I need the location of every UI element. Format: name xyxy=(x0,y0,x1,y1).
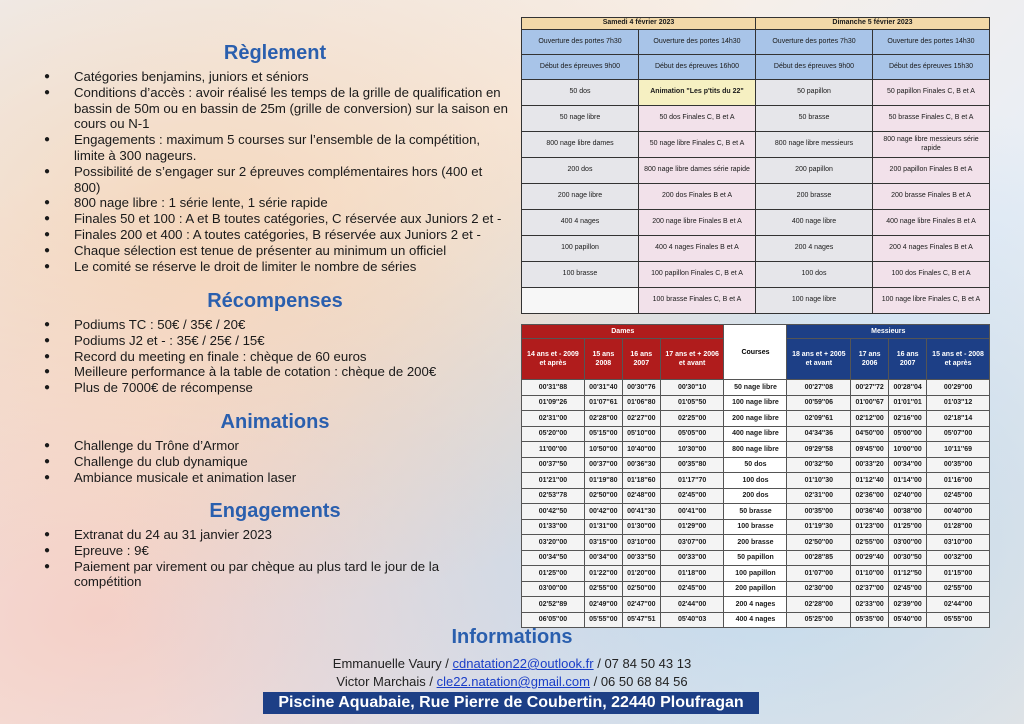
time-cell: 02'44''00 xyxy=(660,597,724,613)
time-cell: 00'38''00 xyxy=(889,504,927,520)
schedule-cell: 50 brasse xyxy=(756,106,873,132)
schedule-cell: 50 dos xyxy=(522,80,639,106)
time-cell: 02'39''00 xyxy=(889,597,927,613)
time-cell: 02'37''00 xyxy=(851,581,889,597)
time-cell: 05'47''51 xyxy=(622,612,660,628)
time-cell: 02'55''00 xyxy=(927,581,990,597)
schedule-cell: 200 nage libre Finales B et A xyxy=(639,210,756,236)
table-row xyxy=(522,442,990,458)
table-row xyxy=(522,80,990,106)
schedule-cell: 200 brasse Finales B et A xyxy=(873,184,990,210)
messieurs-age-header: 18 ans et + 2005 et avant xyxy=(787,339,851,380)
time-cell: 01'07''61 xyxy=(584,395,622,411)
table-row xyxy=(522,504,990,520)
time-cell: 05'55''00 xyxy=(927,612,990,628)
time-cell: 02'31''00 xyxy=(787,488,851,504)
animations-list xyxy=(40,438,510,485)
time-cell: 00'33''50 xyxy=(622,550,660,566)
race-name: 100 nage libre xyxy=(724,395,787,411)
animations-title: Animations xyxy=(220,411,330,433)
schedule-cell: 200 4 nages xyxy=(756,236,873,262)
time-cell: 02'09''61 xyxy=(787,411,851,427)
schedule-cell: 200 4 nages Finales B et A xyxy=(873,236,990,262)
time-cell: 02'47''00 xyxy=(622,597,660,613)
time-cell: 04'50''00 xyxy=(851,426,889,442)
pool-address: Piscine Aquabaie, Rue Pierre de Coubertin, 22440 Ploufragan xyxy=(263,692,759,714)
time-cell: 02'30''00 xyxy=(787,581,851,597)
time-cell: 02'52''89 xyxy=(522,597,585,613)
schedule-cell: Début des épreuves 9h00 xyxy=(756,55,873,80)
schedule-cell: 200 brasse xyxy=(756,184,873,210)
dames-age-header: 16 ans 2007 xyxy=(622,339,660,380)
time-cell: 01'07''00 xyxy=(787,566,851,582)
time-cell: 02'33''00 xyxy=(851,597,889,613)
time-cell: 10'00''00 xyxy=(889,442,927,458)
time-cell: 02'12''00 xyxy=(851,411,889,427)
time-cell: 00'42''00 xyxy=(584,504,622,520)
schedule-cell: Début des épreuves 9h00 xyxy=(522,55,639,80)
time-cell: 00'29''00 xyxy=(927,380,990,396)
schedule-cell: Début des épreuves 15h30 xyxy=(873,55,990,80)
time-cell: 05'07''00 xyxy=(927,426,990,442)
time-cell: 01'22''00 xyxy=(584,566,622,582)
list-item: ● Challenge du Trône d’Armor xyxy=(40,438,510,454)
race-name: 100 papillon xyxy=(724,566,787,582)
schedule-day2: Dimanche 5 février 2023 xyxy=(756,18,990,30)
dames-header: Dames xyxy=(522,325,724,339)
time-cell: 00'34''00 xyxy=(889,457,927,473)
time-cell: 01'10''30 xyxy=(787,473,851,489)
table-row xyxy=(522,262,990,288)
time-cell: 00'33''00 xyxy=(660,550,724,566)
time-cell: 01'33''00 xyxy=(522,519,585,535)
time-cell: 05'15''00 xyxy=(584,426,622,442)
time-cell: 02'25''00 xyxy=(660,411,724,427)
schedule-cell: 200 papillon Finales B et A xyxy=(873,158,990,184)
time-cell: 02'28''00 xyxy=(787,597,851,613)
time-cell: 01'05''50 xyxy=(660,395,724,411)
time-cell: 10'11''69 xyxy=(927,442,990,458)
time-cell: 01'09''26 xyxy=(522,395,585,411)
time-cell: 02'55''00 xyxy=(851,535,889,551)
list-item: ● Record du meeting en finale : chèque de 60 euros xyxy=(40,349,510,365)
table-row xyxy=(522,158,990,184)
race-name: 50 dos xyxy=(724,457,787,473)
schedule-cell: 800 nage libre messieurs série rapide xyxy=(873,132,990,158)
time-cell: 02'18''14 xyxy=(927,411,990,427)
time-cell: 01'31''00 xyxy=(584,519,622,535)
list-item: ● Plus de 7000€ de récompense xyxy=(40,380,510,396)
schedule-cell: 400 4 nages Finales B et A xyxy=(639,236,756,262)
list-item: ● Catégories benjamins, juniors et séniors xyxy=(40,69,510,85)
time-cell: 01'12''50 xyxy=(889,566,927,582)
time-cell: 05'55''00 xyxy=(584,612,622,628)
schedule-cell: Ouverture des portes 14h30 xyxy=(639,30,756,55)
schedule-cell: Ouverture des portes 14h30 xyxy=(873,30,990,55)
time-cell: 01'19''80 xyxy=(584,473,622,489)
schedule-cell: 200 dos xyxy=(522,158,639,184)
schedule-cell: 50 brasse Finales C, B et A xyxy=(873,106,990,132)
time-cell: 00'34''50 xyxy=(522,550,585,566)
time-cell: 00'30''76 xyxy=(622,380,660,396)
table-row xyxy=(522,132,990,158)
time-cell: 02'28''00 xyxy=(584,411,622,427)
race-name: 50 papillon xyxy=(724,550,787,566)
time-cell: 00'32''00 xyxy=(927,550,990,566)
schedule-cell: 200 nage libre xyxy=(522,184,639,210)
time-cell: 00'40''00 xyxy=(927,504,990,520)
recompenses-list xyxy=(40,317,510,396)
list-item: ● Le comité se réserve le droit de limiter le nombre de séries xyxy=(40,259,510,275)
contact1-email-link[interactable]: cdnatation22@outlook.fr xyxy=(452,656,594,671)
time-cell: 05'40''00 xyxy=(889,612,927,628)
time-cell: 00'41''30 xyxy=(622,504,660,520)
time-cell: 01'06''80 xyxy=(622,395,660,411)
schedule-cell: 800 nage libre messieurs xyxy=(756,132,873,158)
table-row xyxy=(522,210,990,236)
table-row xyxy=(522,488,990,504)
time-cell: 03'20''00 xyxy=(522,535,585,551)
race-name: 200 brasse xyxy=(724,535,787,551)
list-item: ● Engagements : maximum 5 courses sur l’ensemble de la compétition, limite à 300 nageurs. xyxy=(40,132,510,164)
time-cell: 01'00''67 xyxy=(851,395,889,411)
time-cell: 01'01''01 xyxy=(889,395,927,411)
time-cell: 02'45''00 xyxy=(660,581,724,597)
time-cell: 01'20''00 xyxy=(622,566,660,582)
schedule-cell: 100 papillon Finales C, B et A xyxy=(639,262,756,288)
list-item: ● Ambiance musicale et animation laser xyxy=(40,470,510,486)
schedule-cell: 400 4 nages xyxy=(522,210,639,236)
time-cell: 00'31''88 xyxy=(522,380,585,396)
race-name: 200 nage libre xyxy=(724,411,787,427)
time-cell: 09'45''00 xyxy=(851,442,889,458)
time-cell: 01'03''12 xyxy=(927,395,990,411)
contact2-email-link[interactable]: cle22.natation@gmail.com xyxy=(436,674,590,689)
list-item: ● Meilleure performance à la table de cotation : chèque de 200€ xyxy=(40,364,510,380)
race-name: 100 dos xyxy=(724,473,787,489)
list-item: ● Paiement par virement ou par chèque au plus tard le jour de la compétition xyxy=(40,559,510,591)
time-cell: 02'48''00 xyxy=(622,488,660,504)
time-cell: 01'18''00 xyxy=(660,566,724,582)
table-row xyxy=(522,473,990,489)
recompenses-section xyxy=(40,290,510,396)
table-row xyxy=(522,55,990,80)
table-row xyxy=(522,411,990,427)
time-cell: 00'35''00 xyxy=(927,457,990,473)
schedule-cell: 50 nage libre Finales C, B et A xyxy=(639,132,756,158)
time-cell: 02'45''00 xyxy=(660,488,724,504)
table-row xyxy=(522,566,990,582)
reglement-title: Règlement xyxy=(223,42,327,64)
schedule-cell: 50 dos Finales C, B et A xyxy=(639,106,756,132)
time-cell: 01'29''00 xyxy=(660,519,724,535)
time-cell: 01'14''00 xyxy=(889,473,927,489)
time-cell: 00'27''08 xyxy=(787,380,851,396)
time-cell: 02'50''00 xyxy=(787,535,851,551)
schedule-cell xyxy=(522,288,639,314)
reglement-list xyxy=(40,69,510,274)
time-cell: 02'16''00 xyxy=(889,411,927,427)
dames-age-header: 14 ans et - 2009 et après xyxy=(522,339,585,380)
time-cell: 05'25''00 xyxy=(787,612,851,628)
time-cell: 05'40''03 xyxy=(660,612,724,628)
time-cell: 00'30''50 xyxy=(889,550,927,566)
time-cell: 01'28''00 xyxy=(927,519,990,535)
time-cell: 02'40''00 xyxy=(889,488,927,504)
list-item: ● Podiums TC : 50€ / 35€ / 20€ xyxy=(40,317,510,333)
recompenses-title: Récompenses xyxy=(207,290,343,312)
time-cell: 00'28''04 xyxy=(889,380,927,396)
schedule-cell: 400 nage libre Finales B et A xyxy=(873,210,990,236)
time-cell: 00'28''85 xyxy=(787,550,851,566)
time-cell: 04'34''36 xyxy=(787,426,851,442)
schedule-table xyxy=(521,17,990,314)
schedule-day1: Samedi 4 février 2023 xyxy=(522,18,756,30)
schedule-cell: 200 papillon xyxy=(756,158,873,184)
time-cell: 01'25''00 xyxy=(522,566,585,582)
schedule-cell: Ouverture des portes 7h30 xyxy=(756,30,873,55)
time-cell: 02'36''00 xyxy=(851,488,889,504)
time-cell: 00'34''00 xyxy=(584,550,622,566)
time-cell: 00'36''30 xyxy=(622,457,660,473)
time-cell: 00'27''72 xyxy=(851,380,889,396)
times-table xyxy=(521,324,990,628)
time-cell: 01'17''70 xyxy=(660,473,724,489)
time-cell: 11'00''00 xyxy=(522,442,585,458)
race-name: 200 4 nages xyxy=(724,597,787,613)
table-row xyxy=(522,581,990,597)
schedule-cell: 100 nage libre Finales C, B et A xyxy=(873,288,990,314)
time-cell: 01'15''00 xyxy=(927,566,990,582)
list-item: ● Chaque sélection est tenue de présenter au minimum un officiel xyxy=(40,243,510,259)
schedule-cell: 100 nage libre xyxy=(756,288,873,314)
time-cell: 01'25''00 xyxy=(889,519,927,535)
schedule-cell: 100 dos Finales C, B et A xyxy=(873,262,990,288)
messieurs-age-header: 15 ans et - 2008 et après xyxy=(927,339,990,380)
time-cell: 02'50''00 xyxy=(622,581,660,597)
schedule-cell: Début des épreuves 16h00 xyxy=(639,55,756,80)
messieurs-age-header: 16 ans 2007 xyxy=(889,339,927,380)
list-item: ● Finales 50 et 100 : A et B toutes catégories, C réservée aux Juniors 2 et - xyxy=(40,211,510,227)
engagements-list xyxy=(40,527,510,590)
messieurs-header: Messieurs xyxy=(787,325,990,339)
time-cell: 05'10''00 xyxy=(622,426,660,442)
time-cell: 02'55''00 xyxy=(584,581,622,597)
schedule-cell: Ouverture des portes 7h30 xyxy=(522,30,639,55)
time-cell: 05'35''00 xyxy=(851,612,889,628)
time-cell: 00'32''50 xyxy=(787,457,851,473)
table-row xyxy=(522,184,990,210)
table-row xyxy=(522,457,990,473)
time-cell: 09'29''58 xyxy=(787,442,851,458)
time-cell: 00'35''80 xyxy=(660,457,724,473)
time-cell: 00'37''50 xyxy=(522,457,585,473)
contact-line-2 xyxy=(200,674,824,689)
list-item: ● Conditions d’accès : avoir réalisé les temps de la grille de qualification en bassin de 50m ou en bassin de 25m (grille de conversion) sur la saison en cours ou N-1 xyxy=(40,85,510,132)
time-cell: 02'45''00 xyxy=(889,581,927,597)
table-row xyxy=(522,535,990,551)
table-row xyxy=(522,30,990,55)
table-row xyxy=(522,426,990,442)
time-cell: 01'23''00 xyxy=(851,519,889,535)
dames-age-header: 17 ans et + 2006 et avant xyxy=(660,339,724,380)
schedule-cell: 100 brasse Finales C, B et A xyxy=(639,288,756,314)
table-row xyxy=(522,106,990,132)
time-cell: 00'41''00 xyxy=(660,504,724,520)
race-name: 100 brasse xyxy=(724,519,787,535)
time-cell: 01'12''40 xyxy=(851,473,889,489)
contact-line-1 xyxy=(200,656,824,671)
contact2-phone: / 06 50 68 84 56 xyxy=(589,674,688,689)
table-row xyxy=(522,288,990,314)
contact1-phone: / 07 84 50 43 13 xyxy=(593,656,692,671)
time-cell: 03'15''00 xyxy=(584,535,622,551)
messieurs-age-header: 17 ans 2006 xyxy=(851,339,889,380)
time-cell: 02'50''00 xyxy=(584,488,622,504)
list-item: ● Extranat du 24 au 31 janvier 2023 xyxy=(40,527,510,543)
race-name: 50 nage libre xyxy=(724,380,787,396)
time-cell: 10'30''00 xyxy=(660,442,724,458)
schedule-cell: 800 nage libre dames série rapide xyxy=(639,158,756,184)
schedule-cell: 200 dos Finales B et A xyxy=(639,184,756,210)
engagements-section xyxy=(40,500,510,590)
schedule-cell: 100 papillon xyxy=(522,236,639,262)
race-name: 800 nage libre xyxy=(724,442,787,458)
time-cell: 02'27''00 xyxy=(622,411,660,427)
time-cell: 03'00''00 xyxy=(522,581,585,597)
animations-section xyxy=(40,411,510,485)
time-cell: 00'31''40 xyxy=(584,380,622,396)
time-cell: 02'49''00 xyxy=(584,597,622,613)
race-name: 200 dos xyxy=(724,488,787,504)
time-cell: 01'30''00 xyxy=(622,519,660,535)
table-row xyxy=(522,395,990,411)
time-cell: 01'16''00 xyxy=(927,473,990,489)
time-cell: 10'40''00 xyxy=(622,442,660,458)
list-item: ● Podiums J2 et - : 35€ / 25€ / 15€ xyxy=(40,333,510,349)
schedule-cell: 50 papillon Finales C, B et A xyxy=(873,80,990,106)
courses-header: Courses xyxy=(724,325,787,380)
time-cell: 02'31''00 xyxy=(522,411,585,427)
informations-title: Informations xyxy=(451,626,573,648)
time-cell: 00'36''40 xyxy=(851,504,889,520)
time-cell: 06'05''00 xyxy=(522,612,585,628)
list-item: ● Finales 200 et 400 : A toutes catégories, B réservée aux Juniors 2 et - xyxy=(40,227,510,243)
time-cell: 10'50''00 xyxy=(584,442,622,458)
race-name: 400 nage libre xyxy=(724,426,787,442)
schedule-cell: 50 papillon xyxy=(756,80,873,106)
time-cell: 03'10''00 xyxy=(927,535,990,551)
dames-age-header: 15 ans 2008 xyxy=(584,339,622,380)
table-row xyxy=(522,597,990,613)
time-cell: 05'05''00 xyxy=(660,426,724,442)
list-item: ● Challenge du club dynamique xyxy=(40,454,510,470)
time-cell: 03'00''00 xyxy=(889,535,927,551)
time-cell: 00'42''50 xyxy=(522,504,585,520)
schedule-cell: 100 dos xyxy=(756,262,873,288)
time-cell: 00'59''06 xyxy=(787,395,851,411)
contact2-name: Victor Marchais / xyxy=(336,674,437,689)
list-item: ● Epreuve : 9€ xyxy=(40,543,510,559)
race-name: 200 papillon xyxy=(724,581,787,597)
time-cell: 00'30''10 xyxy=(660,380,724,396)
time-cell: 03'10''00 xyxy=(622,535,660,551)
time-cell: 02'44''00 xyxy=(927,597,990,613)
time-cell: 02'45''00 xyxy=(927,488,990,504)
engagements-title: Engagements xyxy=(209,500,341,522)
time-cell: 01'21''00 xyxy=(522,473,585,489)
schedule-cell: 400 nage libre xyxy=(756,210,873,236)
time-cell: 03'07''00 xyxy=(660,535,724,551)
time-cell: 00'33''20 xyxy=(851,457,889,473)
time-cell: 00'29''40 xyxy=(851,550,889,566)
time-cell: 01'10''00 xyxy=(851,566,889,582)
table-row xyxy=(522,519,990,535)
time-cell: 01'18''60 xyxy=(622,473,660,489)
schedule-cell: 800 nage libre dames xyxy=(522,132,639,158)
table-row xyxy=(522,236,990,262)
schedule-cell: 100 brasse xyxy=(522,262,639,288)
time-cell: 00'35''00 xyxy=(787,504,851,520)
time-cell: 00'37''00 xyxy=(584,457,622,473)
table-row xyxy=(522,380,990,396)
time-cell: 02'53''78 xyxy=(522,488,585,504)
race-name: 50 brasse xyxy=(724,504,787,520)
table-row xyxy=(522,550,990,566)
schedule-cell: Animation "Les p'tits du 22" xyxy=(639,80,756,106)
contact1-name: Emmanuelle Vaury / xyxy=(332,656,453,671)
reglement-section xyxy=(40,42,510,274)
race-name: 400 4 nages xyxy=(724,612,787,628)
time-cell: 05'20''00 xyxy=(522,426,585,442)
schedule-cell: 50 nage libre xyxy=(522,106,639,132)
time-cell: 01'19''30 xyxy=(787,519,851,535)
list-item: ● 800 nage libre : 1 série lente, 1 série rapide xyxy=(40,195,510,211)
time-cell: 05'00''00 xyxy=(889,426,927,442)
list-item: ● Possibilité de s’engager sur 2 épreuves complémentaires hors (400 et 800) xyxy=(40,164,510,196)
